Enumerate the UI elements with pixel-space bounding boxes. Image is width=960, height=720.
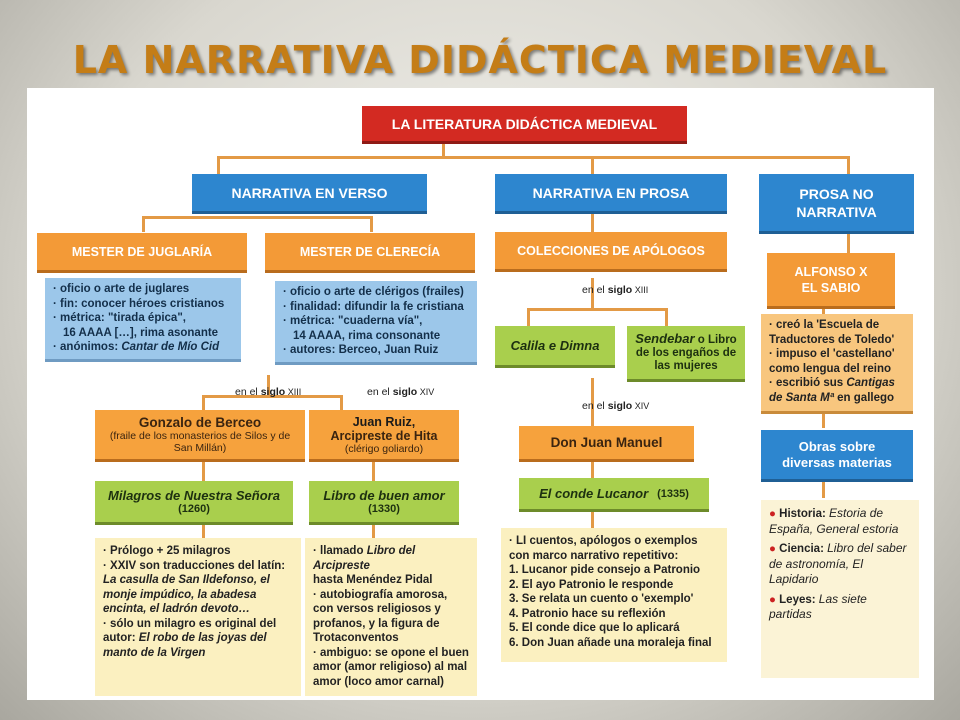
lucanor-line: 3. Se relata un cuento o 'exemplo' bbox=[509, 593, 694, 605]
mester-juglaria bbox=[37, 233, 247, 273]
connector bbox=[591, 460, 594, 480]
alfonso-details bbox=[761, 314, 913, 414]
milagros-year: (1260) bbox=[178, 503, 210, 515]
juglaria-line bbox=[53, 340, 233, 355]
sendebar-text: Sendebar o Libro de los engaños de las mujeres bbox=[635, 331, 737, 372]
milagros-line: · XXIV son traducciones del latín: bbox=[103, 559, 286, 572]
lucanor-line: 4. Patronio hace su reflexión bbox=[509, 607, 666, 620]
juglaria-details bbox=[45, 278, 241, 362]
mester-juglaria-label: JUGLARÍA bbox=[148, 244, 213, 259]
juglaria-line: · métrica: "tirada épica", bbox=[53, 312, 186, 324]
connector bbox=[340, 395, 343, 411]
alfonso-line: · creó la 'Escuela de Traductores de Toledo' bbox=[769, 319, 895, 346]
mester-clerecia: MESTER DE CLERECÍA bbox=[265, 233, 475, 273]
obras-materias: Obras sobre diversas materias bbox=[761, 430, 913, 482]
milagros-details bbox=[95, 538, 301, 696]
siglo-xiv-label-2: en el siglo XIV bbox=[582, 400, 650, 412]
diagram-panel bbox=[27, 88, 934, 700]
connector bbox=[202, 395, 205, 411]
alfonso-line: · escribió sus Cantigas de Santa Mª en gallego bbox=[769, 377, 895, 404]
clerecia-line: · métrica: "cuaderna vía", bbox=[283, 315, 423, 327]
lucanor-line: 1. Lucanor pide consejo a Patronio bbox=[509, 564, 701, 576]
page-title: LA NARRATIVA DIDÁCTICA MEDIEVAL bbox=[72, 38, 888, 82]
historia-item: ● Historia: Estoria de España, General estoria bbox=[769, 506, 899, 536]
lucanor-line: 6. Don Juan añade una moraleja final bbox=[509, 636, 712, 649]
siglo-xiv-label: en el siglo XIV bbox=[367, 386, 435, 398]
libro-line: · llamado Libro del Arcipreste bbox=[313, 545, 416, 572]
narrativa-verso-header: NARRATIVA EN VERSO bbox=[192, 174, 427, 214]
connector bbox=[442, 143, 445, 157]
calila-box bbox=[495, 326, 615, 368]
libro-title: Libro de buen amor bbox=[323, 488, 445, 503]
connector bbox=[591, 214, 594, 232]
don-juan-name: Don Juan Manuel bbox=[550, 435, 663, 450]
ciencia-item: ● Ciencia: Libro del saber de astronomía, El Lapidario bbox=[769, 541, 907, 586]
connector bbox=[591, 510, 594, 530]
milagros-title: Milagros de Nuestra Señora bbox=[108, 488, 280, 503]
cantigas: Cantigas de Santa Mª bbox=[769, 377, 895, 404]
milagros-italic: La casulla de San Ildefonso, el monje impúdico, la abadesa encinta, el ladrón devoto… bbox=[103, 574, 270, 615]
libro-year: (1330) bbox=[368, 503, 400, 515]
berceo-sub: (fraile de los monasterios de Silos y de San Millán) bbox=[109, 430, 291, 454]
lucanor-line: · LI cuentos, apólogos o exemplos con marco narrativo repetitivo: bbox=[509, 535, 698, 562]
milagros-line: · Prólogo + 25 milagros bbox=[103, 545, 231, 557]
calila-title: Calila e Dimna bbox=[510, 338, 600, 353]
connector bbox=[527, 308, 530, 326]
connector bbox=[527, 308, 667, 311]
berceo-name: Gonzalo de Berceo bbox=[138, 415, 262, 430]
clerecia-line: 14 AAAA, rima consonante bbox=[293, 329, 441, 342]
juanruiz-box bbox=[309, 410, 459, 462]
libro-line: · autobiografía amorosa, con versos religiosos y profanos, y la figura de Trotaconventos bbox=[313, 588, 448, 644]
mester-juglaria-prefix: MESTER DE bbox=[71, 244, 145, 259]
juglaria-line: · oficio o arte de juglares bbox=[53, 283, 190, 295]
libro-details bbox=[305, 538, 477, 696]
connector bbox=[217, 156, 849, 159]
siglo-xiii-label-2: en el siglo XIII bbox=[582, 284, 649, 296]
connector bbox=[370, 216, 373, 232]
alfonso-x-box: ALFONSO X EL SABIO bbox=[767, 253, 895, 309]
colecciones-apologos: COLECCIONES DE APÓLOGOS bbox=[495, 232, 727, 272]
berceo-box bbox=[95, 410, 305, 462]
leyes-item: ● Leyes: Las siete partidas bbox=[769, 591, 867, 621]
juglaria-line: 16 AAAA […], rima asonante bbox=[63, 326, 219, 339]
don-juan-manuel bbox=[519, 426, 694, 462]
lucanor-title: El conde Lucanor bbox=[539, 486, 649, 501]
narrativa-prosa-header: NARRATIVA EN PROSA bbox=[495, 174, 727, 214]
connector bbox=[217, 156, 220, 174]
connector bbox=[591, 156, 594, 174]
lucanor-year: (1335) bbox=[657, 487, 689, 500]
libro-line: · ambiguo: se opone el buen amor (amor religioso) al mal amor (loco amor carnal) bbox=[313, 646, 469, 688]
connector bbox=[142, 216, 372, 219]
lucanor-line: 5. El conde dice que lo aplicará bbox=[509, 622, 680, 634]
libro-line: hasta Menéndez Pidal bbox=[313, 574, 433, 586]
robo-joyas: El robo de las joyas del manto de la Virgen bbox=[103, 632, 267, 659]
juglaria-anon: · anónimos: bbox=[53, 341, 122, 353]
juglaria-line: · fin: conocer héroes cristianos bbox=[53, 297, 225, 310]
lucanor-line: 2. El ayo Patronio le responde bbox=[509, 578, 674, 591]
sendebar-box bbox=[627, 326, 745, 382]
siglo-xiii-label: en el siglo XIII bbox=[235, 386, 302, 398]
obras-details bbox=[761, 500, 919, 678]
clerecia-line: · autores: Berceo, Juan Ruiz bbox=[283, 344, 439, 356]
libro-box bbox=[309, 481, 459, 525]
connector bbox=[665, 308, 668, 326]
milagros-line: · sólo un milagro es original del autor: El robo de las joyas del manto de la Virgen bbox=[103, 617, 277, 659]
lucanor-box bbox=[519, 478, 709, 512]
root-node: LA LITERATURA DIDÁCTICA MEDIEVAL bbox=[362, 106, 687, 144]
cantar-mio-cid: Cantar de Mío Cid bbox=[121, 341, 220, 353]
juanruiz-name2: Arcipreste de Hita bbox=[330, 428, 438, 443]
prosa-no-narrativa-header: PROSA NO NARRATIVA bbox=[759, 174, 914, 234]
connector bbox=[847, 156, 850, 174]
milagros-box bbox=[95, 481, 293, 525]
clerecia-line: · finalidad: difundir la fe cristiana bbox=[283, 300, 464, 313]
alfonso-line: · impuso el 'castellano' como lengua del reino bbox=[769, 348, 895, 375]
juanruiz-name: Juan Ruiz, bbox=[352, 414, 416, 429]
juanruiz-sub: (clérigo goliardo) bbox=[344, 442, 424, 455]
connector bbox=[822, 480, 825, 498]
clerecia-details bbox=[275, 281, 477, 365]
clerecia-line: · oficio o arte de clérigos (frailes) bbox=[283, 286, 464, 298]
lucanor-details bbox=[501, 528, 727, 662]
